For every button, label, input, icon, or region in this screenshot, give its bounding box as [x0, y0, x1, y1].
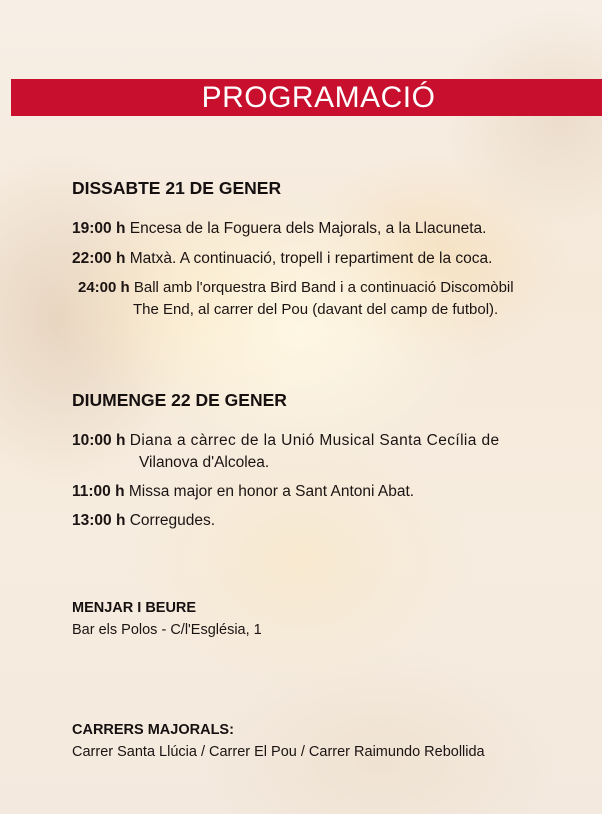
- event-item: [72, 510, 215, 532]
- event-text: Matxà. A continuació, tropell i repartiment de la coca.: [129, 250, 493, 267]
- event-item: [78, 277, 514, 321]
- event-time: 13:00 h: [72, 512, 126, 529]
- event-text: Diana a càrrec de la Unió Musical Santa Cecília de: [129, 432, 500, 449]
- event-item: [72, 481, 414, 503]
- event-text: Corregudes.: [129, 512, 216, 529]
- event-text: Missa major en honor a Sant Antoni Abat.: [128, 483, 415, 500]
- day-heading-sunday: DIUMENGE 22 DE GENER: [72, 390, 287, 410]
- page-title: PROGRAMACIÓ: [201, 80, 436, 114]
- event-time: 11:00 h: [72, 483, 125, 500]
- event-item: [72, 248, 492, 270]
- event-time: 24:00 h: [78, 279, 130, 296]
- food-drink-location: Bar els Polos - C/l'Església, 1: [72, 622, 262, 638]
- streets-title: CARRERS MAJORALS:: [72, 722, 234, 738]
- event-time: 19:00 h: [72, 220, 126, 237]
- day-heading-saturday: DISSABTE 21 DE GENER: [72, 178, 282, 198]
- event-text-continued: Vilanova d'Alcolea.: [139, 454, 270, 471]
- event-time: 10:00 h: [72, 432, 126, 449]
- streets-list: Carrer Santa Llúcia / Carrer El Pou / Carrer Raimundo Rebollida: [72, 744, 485, 760]
- event-text: Encesa de la Foguera dels Majorals, a la Llacuneta.: [129, 220, 487, 237]
- food-drink-title: MENJAR I BEURE: [72, 600, 197, 616]
- event-text: Ball amb l'orquestra Bird Band i a continuació Discomòbil: [133, 279, 514, 296]
- event-time: 22:00 h: [72, 250, 126, 267]
- event-item: [72, 430, 500, 474]
- event-item: [72, 218, 486, 240]
- title-banner: [11, 79, 602, 116]
- event-text-continued: The End, al carrer del Pou (davant del camp de futbol).: [133, 301, 499, 318]
